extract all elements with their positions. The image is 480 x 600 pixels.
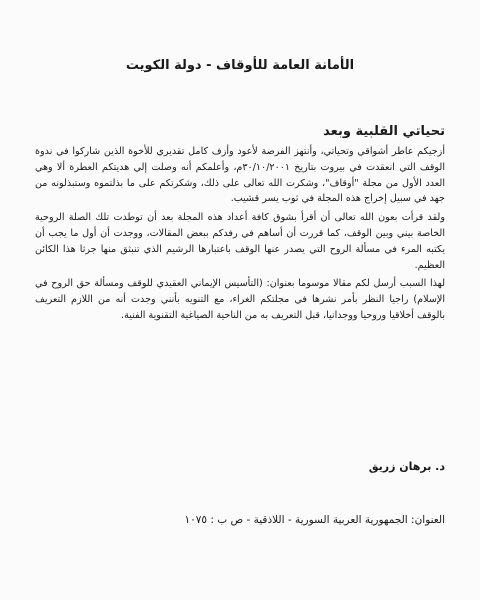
letterhead-title: الأمانة العامة للأوقاف - دولة الكويت [125,58,355,73]
body-paragraph-1: أزجيكم عاطر أشواقي وتحياتي، وأنتهز الفرصة لأعود وأزف كامل تقديري للأخوة الذين شاركوا في ندوة الوقف التي انعقدت في بيروت بتاريخ ٣٠/١٠/٢٠٠١م، وأعلمكم أنه وصلت إلي هديتكم العطرة ألا وهي العدد الأول من مجلة "أوقاف"، وشكرت الله تعالى على ذلك، وشكرتكم على ما بذلتموه وستبذلونه من جهد في سبيل إخراج هذه المجلة في ثوب يسر قشيب. [35,146,445,205]
body-paragraph-3: لهذا السبب أرسل لكم مقالا موسوما بعنوان: (التأسيس الإيماني العقيدي للوقف ومسألة حق الروح في الإسلام) راجيا النظر بأمر نشرها في مجلتكم الغراء، مع التنويه بأنني وجدت أنه من اللازم التعريف بالوقف أخلاقيا وروحيا ووجدانيا، قبل التعريف به من الناحية الصياغية التقنوية الفنية. [35,278,445,321]
letter-heading: تحياتي القلبية وبعد [323,124,445,139]
signature: د. برهان زريق [368,460,445,473]
postal-address: العنوان: الجمهورية العربية السورية - اللاذقية - ص ب : ١٠٧٥ [184,514,445,526]
body-paragraph-2: ولقد قرأت بعون الله تعالى أن أقرأ بشوق كافة أعداد هذه المجلة بعد أن توطدت تلك الصلة الروحية الخاصة بيني وبين الوقف، كما قررت أن أساهم في رفدكم ببعض المقالات، ووجدت أن أول ما يجب أن يكتبه المرء في مسألة الروح التي يصدر عنها الوقف باعتبارها الرشيم الذي تنبثق منها جرثا هذا الكائن العظيم. [35,212,445,271]
letter-body [35,144,445,327]
